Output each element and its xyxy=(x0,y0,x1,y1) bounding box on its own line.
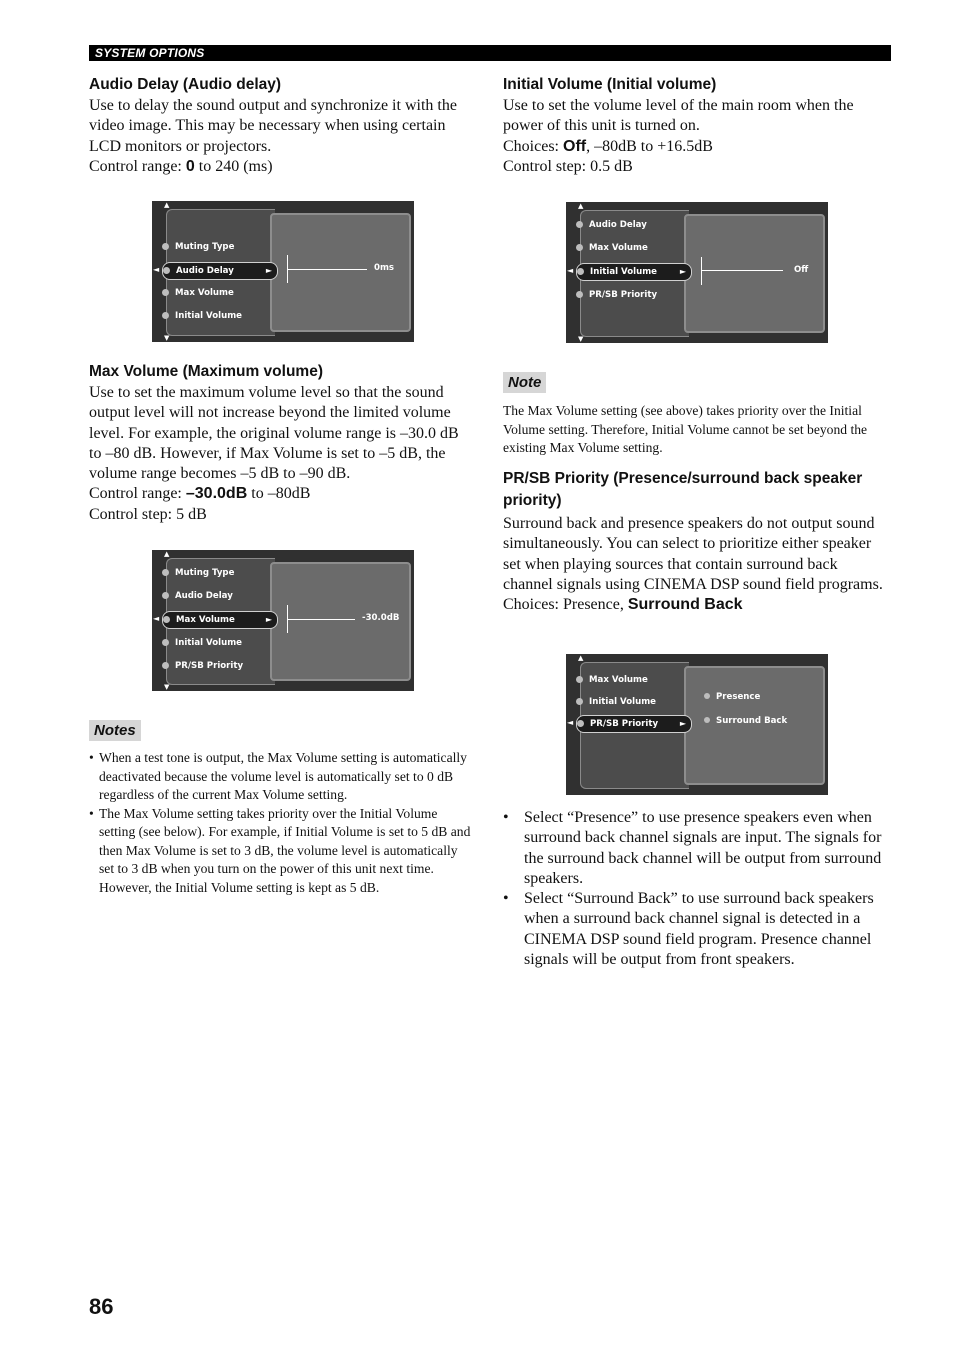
osd-prsb-screen xyxy=(566,654,828,795)
prsb-choices: Choices: Presence, Surround Back xyxy=(503,596,743,614)
left-arrow-icon: ◄ xyxy=(567,266,574,275)
osd-audio-delay-screen xyxy=(152,201,414,342)
osd-menu-item: Initial Volume xyxy=(162,635,274,651)
range-suffix: to 240 (ms) xyxy=(194,157,273,175)
note-item: • The Max Volume setting takes priority over the Initial Volume setting (see below). For example, if Initial Volume is set to 5 dB and then Max Volume is set to 3 dB, the volume level is automatically set to 3 dB when you turn on the power of this unit next time. However, the Initial Volume setting is kept as 5 dB. xyxy=(89,805,474,898)
section-header-bar xyxy=(89,45,891,61)
osd-menu-item: Audio Delay xyxy=(162,588,274,604)
right-arrow-icon: ► xyxy=(679,719,686,728)
osd-value: -30.0dB xyxy=(362,613,400,623)
scroll-up-icon: ▲ xyxy=(578,202,584,210)
audio-delay-section xyxy=(89,74,474,177)
audio-delay-range xyxy=(89,157,474,177)
prsb-heading: PR/SB Priority (Presence/surround back speaker priority) xyxy=(503,470,863,509)
osd-menu-item: PR/SB Priority xyxy=(576,287,688,303)
max-volume-step: Control step: 5 dB xyxy=(89,505,207,523)
bullet-item: • Select “Surround Back” to use surround back speakers when a surround back channel signal is detected in a CINEMA DSP sound field program. Presence channel signals will be output from front speakers. xyxy=(503,889,888,970)
initial-volume-description: Use to set the volume level of the main room when the power of this unit is turned on. xyxy=(503,97,854,135)
osd-menu-item: Initial Volume xyxy=(576,694,688,710)
osd-menu-item: Muting Type xyxy=(162,565,274,581)
audio-delay-description: Use to delay the sound output and synchronize it with the video image. This may be necessary when using certain LCD monitors or projectors. xyxy=(89,97,457,155)
scroll-down-icon: ▼ xyxy=(578,335,584,343)
osd-menu-item: Max Volume xyxy=(162,285,274,301)
note-item: • When a test tone is output, the Max Volume setting is automatically deactivated because the volume level is automatically set to 0 dB regardless of the current Max Volume setting. xyxy=(89,749,474,805)
prsb-bullets-section xyxy=(503,808,888,970)
scroll-up-icon: ▲ xyxy=(164,550,170,558)
notes-list xyxy=(89,749,474,897)
left-arrow-icon: ◄ xyxy=(567,718,574,727)
osd-menu-item-selected: Max Volume ► xyxy=(162,611,278,629)
section-header-label: SYSTEM OPTIONS xyxy=(95,46,205,60)
osd-menu-item-selected: Audio Delay ► xyxy=(162,262,278,280)
osd-menu-item-selected: PR/SB Priority ► xyxy=(576,715,692,733)
osd-max-volume-screen xyxy=(152,550,414,691)
osd-menu-item: Muting Type xyxy=(162,239,274,255)
scroll-down-icon: ▼ xyxy=(164,683,170,691)
scroll-up-icon: ▲ xyxy=(578,654,584,662)
osd-menu-item: Max Volume xyxy=(576,240,688,256)
osd-menu-item: PR/SB Priority xyxy=(162,658,274,674)
initial-volume-step: Control step: 0.5 dB xyxy=(503,157,633,175)
osd-menu-item: Audio Delay xyxy=(576,217,688,233)
max-volume-section xyxy=(89,361,474,525)
max-volume-description: Use to set the maximum volume level so that the sound output level will not increase beyond the limited volume level. For example, the original volume range is –30.0 dB to –80 dB. However, if Max Volume is set to –5 dB, the volume range becomes –5 dB to –90 dB. xyxy=(89,384,459,483)
osd-initial-volume-screen xyxy=(566,202,828,343)
note-text: The Max Volume setting (see above) takes priority over the Initial Volume setting. Therefore, Initial Volume cannot be set beyond the existing Max Volume setting. xyxy=(503,403,868,455)
scroll-down-icon: ▼ xyxy=(164,334,170,342)
page-number: 86 xyxy=(89,1294,114,1319)
bullet-item: • Select “Presence” to use presence speakers even when surround back channel signals are input. The signals for the surround back channel will be output from surround speakers. xyxy=(503,808,888,889)
scroll-up-icon: ▲ xyxy=(164,201,170,209)
left-arrow-icon: ◄ xyxy=(153,265,160,274)
option-presence: Presence xyxy=(704,692,760,702)
audio-delay-heading: Audio Delay (Audio delay) xyxy=(89,76,282,93)
prsb-description: Surround back and presence speakers do not output sound simultaneously. You can select to prioritize either speaker set when playing sources that contain surround back channel signals using CINEMA DSP sound field programs. xyxy=(503,515,883,593)
right-arrow-icon: ► xyxy=(679,267,686,276)
notes-label: Notes xyxy=(89,720,141,741)
right-arrow-icon: ► xyxy=(265,615,272,624)
osd-menu-item-selected: Initial Volume ► xyxy=(576,263,692,281)
osd-menu-item: Max Volume xyxy=(576,672,688,688)
prsb-bullets xyxy=(503,808,888,970)
initial-volume-choices: Choices: Off, –80dB to +16.5dB xyxy=(503,137,713,155)
note-label: Note xyxy=(503,372,546,393)
notes-section xyxy=(89,720,474,897)
initial-volume-heading: Initial Volume (Initial volume) xyxy=(503,76,717,93)
note-section xyxy=(503,372,888,458)
max-volume-heading: Max Volume (Maximum volume) xyxy=(89,363,323,380)
left-arrow-icon: ◄ xyxy=(153,614,160,623)
osd-value: Off xyxy=(794,265,809,275)
initial-volume-section xyxy=(503,74,888,177)
osd-menu-item: Initial Volume xyxy=(162,308,274,324)
option-surround-back: Surround Back xyxy=(704,716,787,726)
prsb-section xyxy=(503,468,888,615)
range-default: 0 xyxy=(185,157,195,175)
range-prefix: Control range: xyxy=(89,157,186,175)
osd-value: 0ms xyxy=(374,263,395,273)
right-arrow-icon: ► xyxy=(265,266,272,275)
max-volume-range: Control range: –30.0dB to –80dB xyxy=(89,485,311,503)
